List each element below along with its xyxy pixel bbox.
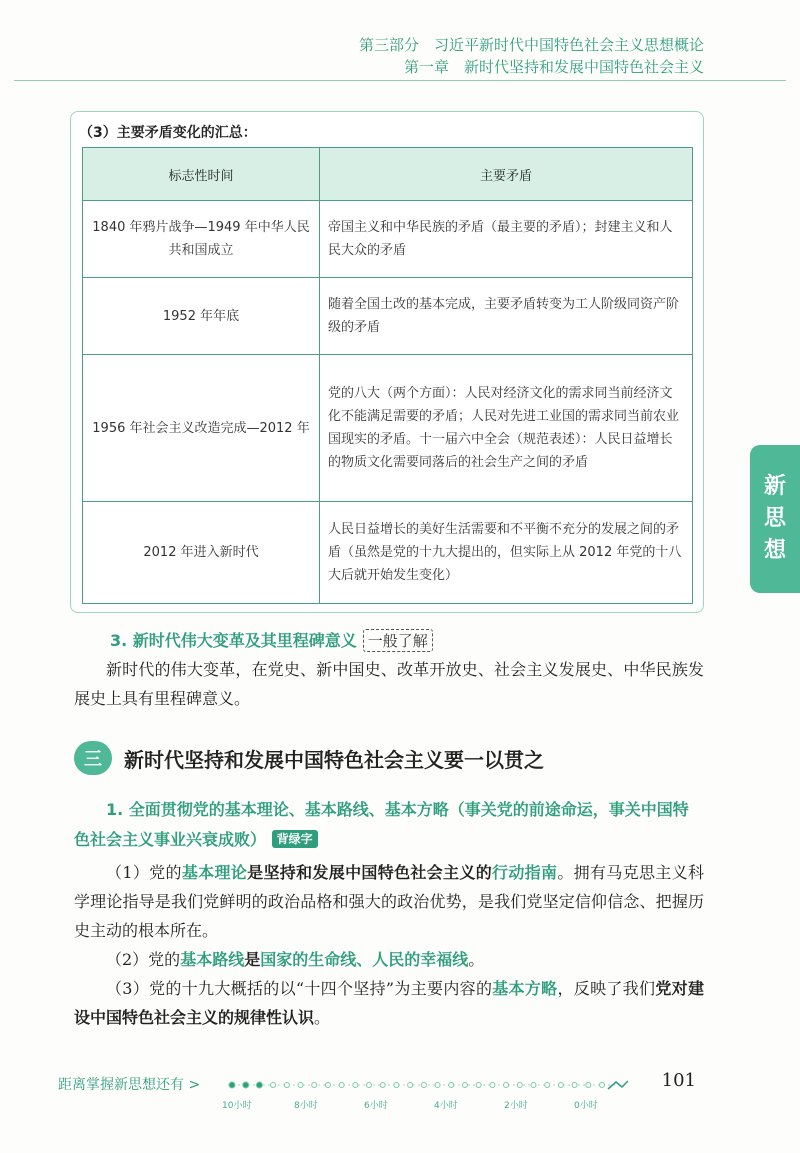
point3-body (74, 655, 704, 713)
side-tab-char: 思 (763, 506, 786, 531)
progress-dot (517, 1083, 522, 1088)
progress-dot (435, 1083, 440, 1088)
paragraph (74, 974, 704, 1032)
column-header: 标志性时间 (83, 148, 320, 201)
progress-dot (394, 1083, 399, 1088)
progress-dot (531, 1083, 536, 1088)
table-row (83, 278, 693, 355)
progress-dot (256, 1082, 262, 1088)
paragraph (74, 945, 704, 974)
tick-label: 0小时 (574, 1101, 598, 1111)
highlight-term: 基本方略 (492, 979, 558, 998)
text-run: 。拥有马克思主义科学理论指导是我们党鲜明的政治品格和强大的政治优势，是我们党坚定信仰信念、把握历史主动的根本所在。 (74, 863, 704, 940)
progress-dot (339, 1083, 344, 1088)
progress-dot (325, 1083, 330, 1088)
bold-run: 是坚持和发展中国特色社会主义的 (247, 863, 493, 882)
bold-run: 党对建设中国特色社会主义的规律性认识 (74, 979, 704, 1027)
cell-time: 1952 年年底 (83, 278, 320, 355)
text-run: ，反映了我们 (557, 979, 656, 998)
memorize-badge: 背绿字 (272, 830, 318, 848)
bold-run: 是 (244, 950, 261, 969)
cell-content: 党的八大（两个方面）：人民对经济文化的需求同当前经济文化不能满足需要的矛盾；人民对先进工业国的需求同当前农业国现实的矛盾。十一届六中全会（规范表述）：人民日益增长的物质文化需要同落后的社会生产之间的矛盾 (320, 355, 693, 502)
tick-label: 6小时 (364, 1101, 388, 1111)
paragraph (74, 858, 704, 945)
cell-time: 1956 年社会主义改造完成—2012 年 (83, 355, 320, 502)
tick-label: 10小时 (222, 1101, 252, 1111)
cell-content: 帝国主义和中华民族的矛盾（最主要的矛盾）；封建主义和人民大众的矛盾 (320, 201, 693, 278)
progress-dot (572, 1083, 577, 1088)
table-row (83, 201, 693, 278)
section-number-badge: 三 (74, 741, 112, 775)
summary-box-title: （3）主要矛盾变化的汇总： (79, 125, 257, 141)
text-run: （1）党的 (106, 863, 182, 882)
cell-time: 1840 年鸦片战争—1949 年中华人民共和国成立 (83, 201, 320, 278)
importance-tag: 一般了解 (363, 629, 433, 652)
progress-dot (229, 1082, 235, 1088)
page-number: 101 (661, 1070, 696, 1091)
text-run: 。 (468, 950, 485, 969)
track-dots (229, 1082, 605, 1088)
tick-label: 8小时 (294, 1101, 318, 1111)
table-row (83, 502, 693, 604)
progress-dot (380, 1083, 385, 1088)
side-tab (750, 445, 800, 593)
progress-dot (490, 1083, 495, 1088)
progress-dot (558, 1083, 563, 1088)
progress-track (228, 1079, 628, 1091)
text-run: （3）党的十九大概括的以“十四个坚持”为主要内容的 (106, 979, 493, 998)
header-part: 第三部分 习近平新时代中国特色社会主义思想概论 (358, 36, 704, 54)
highlight-term: 基本理论 (181, 863, 248, 882)
progress-dot (243, 1082, 249, 1088)
highlight-term: 国家的生命线、人民的幸福线 (260, 950, 469, 969)
summary-box (70, 111, 704, 613)
point3-heading (110, 628, 433, 652)
section-heading (74, 741, 544, 775)
progress-dot (504, 1083, 509, 1088)
progress-dot (367, 1083, 372, 1088)
header-chapter: 第一章 新时代坚持和发展中国特色社会主义 (403, 58, 704, 76)
point1-title: 1. 全面贯彻党的基本理论、基本路线、基本方略（事关党的前途命运，事关中国特色社会主义事业兴衰成败） (74, 800, 689, 849)
text-run: （2）党的 (106, 950, 181, 969)
progress-dot (298, 1083, 303, 1088)
tick-label: 4小时 (434, 1101, 458, 1111)
point1-heading (74, 795, 704, 855)
table-row (83, 355, 693, 502)
progress-dot (271, 1083, 276, 1088)
progress-dot (353, 1083, 358, 1088)
progress-dot (476, 1083, 481, 1088)
point1-body (74, 858, 704, 1032)
progress-dot (408, 1083, 413, 1088)
highlight-term: 行动指南 (492, 863, 558, 882)
table-header-row (83, 148, 693, 201)
footer-label: 距离掌握新思想还有 > (58, 1077, 201, 1093)
progress-dot (545, 1083, 550, 1088)
side-tab-char: 想 (763, 538, 786, 563)
progress-dot (284, 1083, 289, 1088)
cell-content: 人民日益增长的美好生活需要和不平衡不充分的发展之间的矛盾（虽然是党的十九大提出的，但实际上从 2012 年党的十八大后就开始发生变化） (320, 502, 693, 604)
section-title: 新时代坚持和发展中国特色社会主义要一以贯之 (124, 747, 544, 772)
header-divider (14, 80, 786, 81)
point3-title: 3. 新时代伟大变革及其里程碑意义 (110, 631, 357, 650)
tick-label: 2小时 (504, 1101, 528, 1111)
progress-dot (586, 1083, 591, 1088)
highlight-term: 基本路线 (180, 950, 245, 969)
progress-dot (600, 1083, 605, 1088)
progress-dot (449, 1083, 454, 1088)
running-header (359, 34, 704, 78)
progress-dot (421, 1083, 426, 1088)
cell-content: 随着全国土改的基本完成，主要矛盾转变为工人阶级同资产阶级的矛盾 (320, 278, 693, 355)
progress-dot (462, 1083, 467, 1088)
cell-time: 2012 年进入新时代 (83, 502, 320, 604)
text-run: 。 (314, 1008, 331, 1027)
column-header: 主要矛盾 (320, 148, 693, 201)
side-tab-char: 新 (763, 474, 786, 499)
progress-dot (312, 1083, 317, 1088)
paragraph: 新时代的伟大变革，在党史、新中国史、改革开放史、社会主义发展史、中华民族发展史上具有里程碑意义。 (74, 660, 704, 708)
contradiction-table (82, 147, 693, 604)
